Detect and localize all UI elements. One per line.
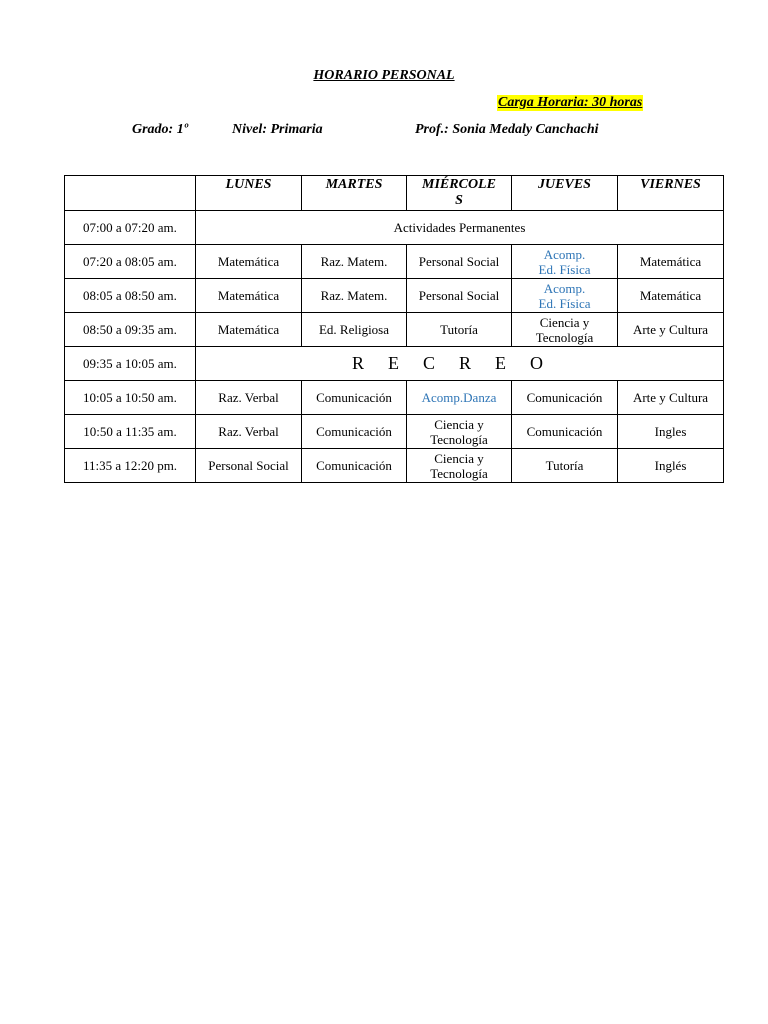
table-body [65, 211, 724, 483]
table-row [65, 449, 724, 483]
table-row [65, 415, 724, 449]
subject-cell: Ciencia y Tecnología [407, 415, 512, 449]
table-row [65, 381, 724, 415]
time-cell: 07:20 a 08:05 am. [65, 245, 196, 279]
time-cell: 08:05 a 08:50 am. [65, 279, 196, 313]
table-row [65, 245, 724, 279]
time-cell: 07:00 a 07:20 am. [65, 211, 196, 245]
time-cell: 11:35 a 12:20 pm. [65, 449, 196, 483]
recreo-cell: RECREO [196, 347, 724, 381]
subject-cell: Acomp.Danza [407, 381, 512, 415]
subject-cell: Comunicación [302, 449, 407, 483]
time-cell: 10:50 a 11:35 am. [65, 415, 196, 449]
subject-cell: Personal Social [407, 245, 512, 279]
subject-cell: Comunicación [512, 381, 618, 415]
subject-cell: Ciencia y Tecnología [512, 313, 618, 347]
subject-cell: Personal Social [407, 279, 512, 313]
nivel-label: Nivel: Primaria [232, 122, 323, 137]
subject-cell: Inglés [618, 449, 724, 483]
subject-cell: Personal Social [196, 449, 302, 483]
subject-cell: Comunicación [302, 381, 407, 415]
table-header-row [65, 176, 724, 211]
subject-cell: Matemática [618, 245, 724, 279]
subject-cell: Raz. Verbal [196, 415, 302, 449]
subject-cell: Raz. Verbal [196, 381, 302, 415]
subject-cell: Ed. Religiosa [302, 313, 407, 347]
subject-cell: Raz. Matem. [302, 279, 407, 313]
time-cell: 10:05 a 10:50 am. [65, 381, 196, 415]
subject-cell: Matemática [618, 279, 724, 313]
subject-cell: Matemática [196, 313, 302, 347]
header-day: JUEVES [512, 176, 618, 211]
subject-cell: Matemática [196, 279, 302, 313]
header-day: LUNES [196, 176, 302, 211]
table-row [65, 211, 724, 245]
table-row [65, 279, 724, 313]
subject-cell: Arte y Cultura [618, 313, 724, 347]
schedule-table [64, 175, 724, 483]
time-cell: 08:50 a 09:35 am. [65, 313, 196, 347]
profesor-label: Prof.: Sonia Medaly Canchachi [415, 122, 599, 137]
table-row [65, 347, 724, 381]
subject-cell: Ingles [618, 415, 724, 449]
header-day: MARTES [302, 176, 407, 211]
subject-cell: Tutoría [407, 313, 512, 347]
header-day: MIÉRCOLE S [407, 176, 512, 211]
subject-cell: Ciencia y Tecnología [407, 449, 512, 483]
subject-cell: Arte y Cultura [618, 381, 724, 415]
document-title: HORARIO PERSONAL [313, 68, 455, 83]
subject-cell: Matemática [196, 245, 302, 279]
subject-cell: Comunicación [512, 415, 618, 449]
time-cell: 09:35 a 10:05 am. [65, 347, 196, 381]
header-day: VIERNES [618, 176, 724, 211]
subject-cell: Tutoría [512, 449, 618, 483]
subject-cell: Acomp. Ed. Física [512, 279, 618, 313]
subject-cell: Comunicación [302, 415, 407, 449]
carga-horaria-label: Carga Horaria: 30 horas [498, 95, 643, 110]
activities-cell: Actividades Permanentes [196, 211, 724, 245]
subject-cell: Raz. Matem. [302, 245, 407, 279]
header-time [65, 176, 196, 211]
table-row [65, 313, 724, 347]
grado-label: Grado: 1º [132, 122, 188, 137]
subject-cell: Acomp. Ed. Física [512, 245, 618, 279]
